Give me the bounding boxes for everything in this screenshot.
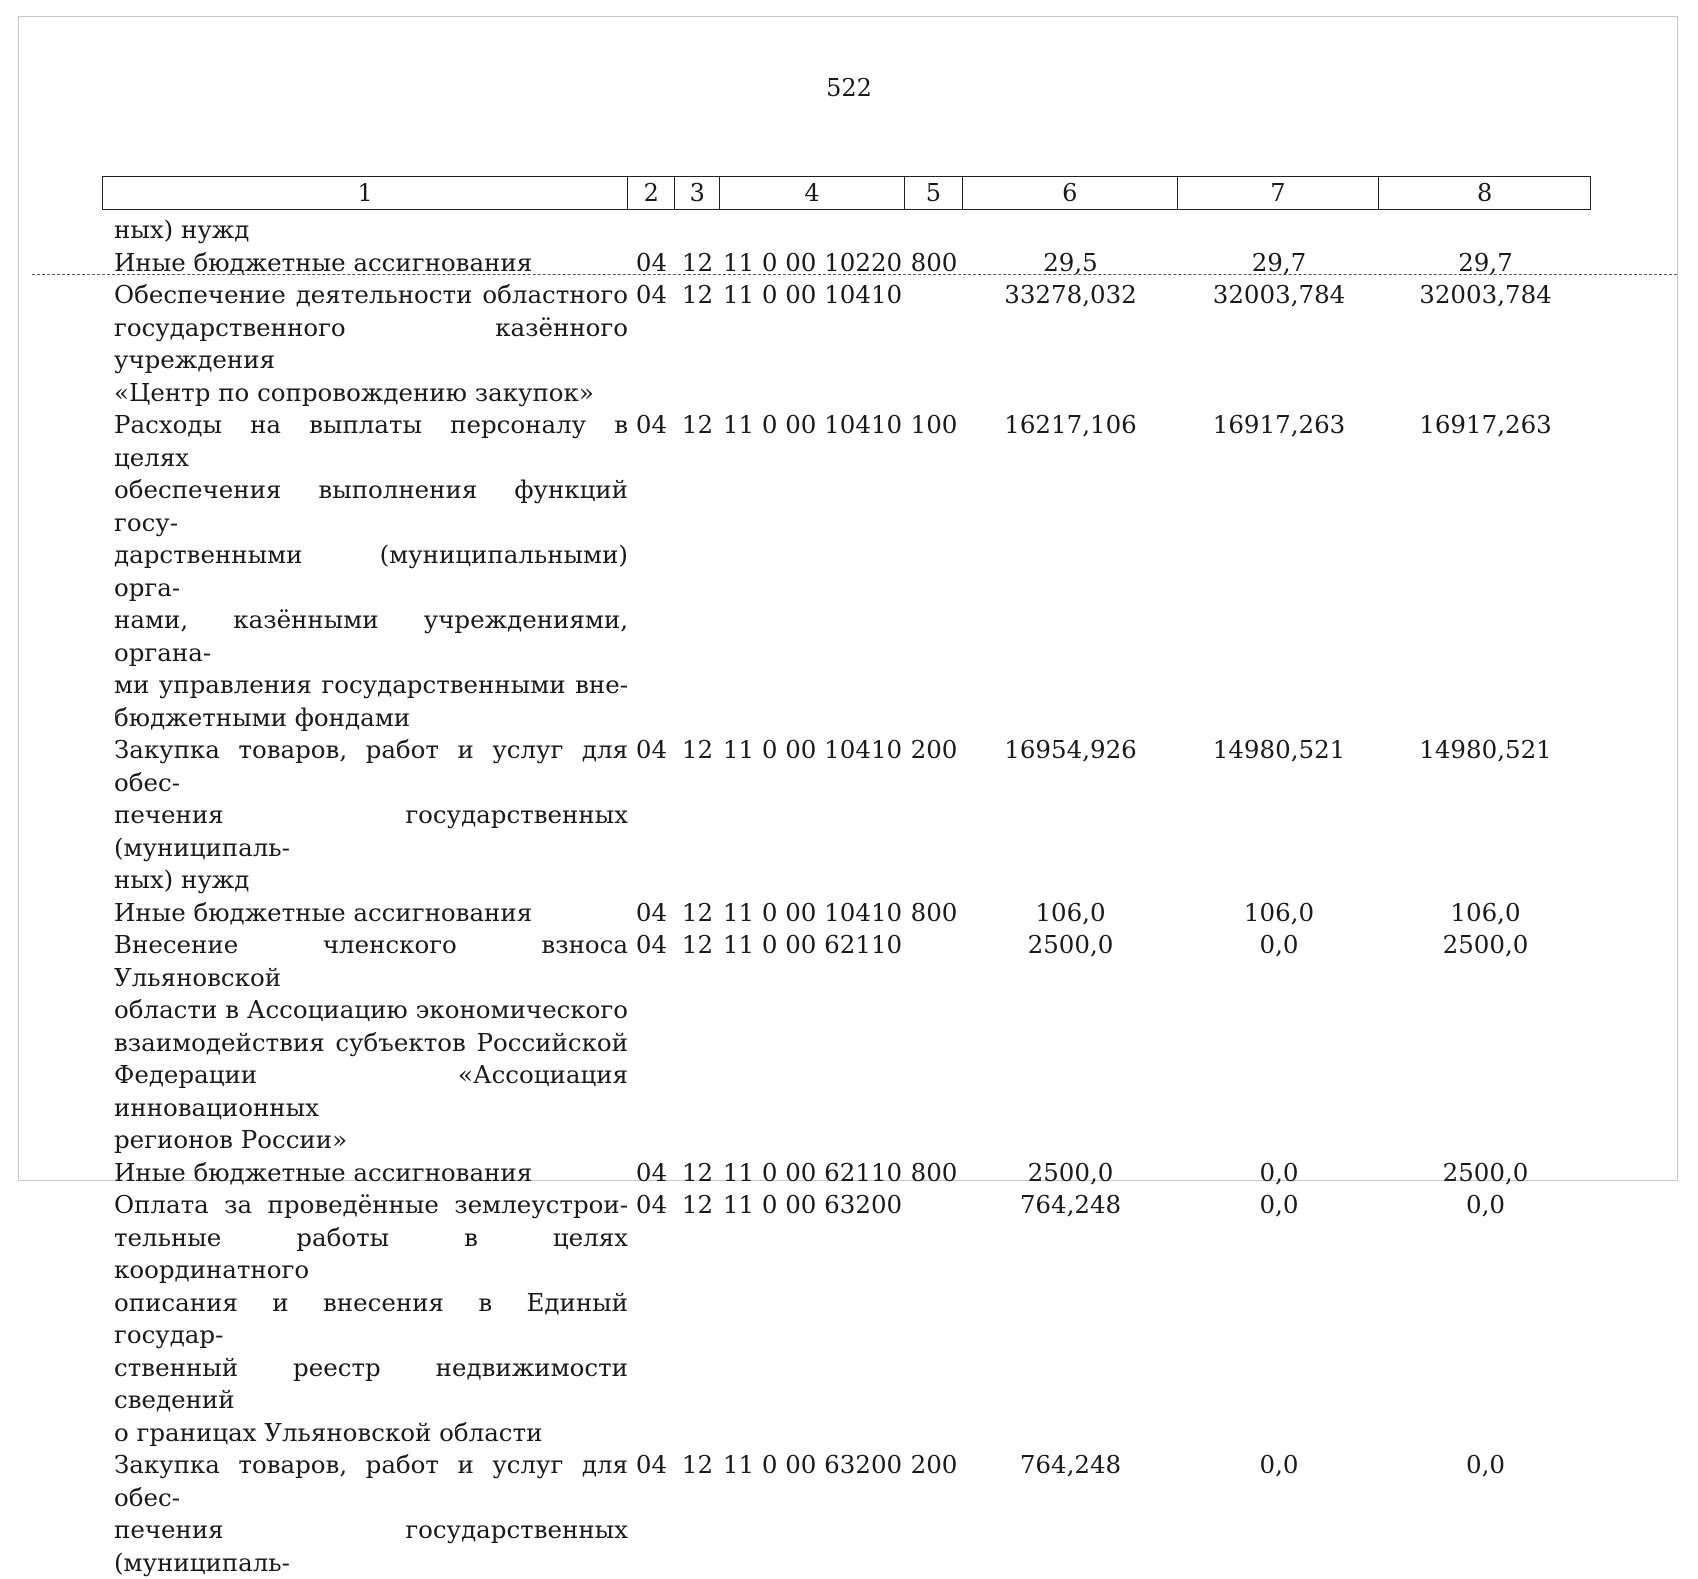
header-col-7: 7 bbox=[1178, 177, 1380, 209]
row-target-article: 11 0 00 10410 bbox=[722, 410, 903, 439]
row-subsection-code: 12 bbox=[681, 280, 714, 309]
description-line: Федерации «Ассоциация инновационных bbox=[114, 1060, 628, 1122]
row-section-code: 04 bbox=[635, 897, 668, 927]
row-target-article: 11 0 00 10410 bbox=[722, 735, 903, 764]
description-line: ных) нужд bbox=[114, 865, 250, 894]
row-amount-year-1: 2500,0 bbox=[1027, 1157, 1114, 1187]
table-row bbox=[102, 897, 1591, 930]
row-section-code: 04 bbox=[635, 735, 668, 764]
description-line: тельные работы в целях координатного bbox=[114, 1222, 628, 1284]
row-subsection-code: 12 bbox=[681, 247, 714, 277]
row-amount-year-1: 16954,926 bbox=[1004, 735, 1137, 764]
row-description bbox=[102, 929, 628, 1157]
row-subsection-code: 12 bbox=[681, 410, 714, 439]
row-target-article: 11 0 00 62110 bbox=[722, 1157, 903, 1187]
row-section-code: 04 bbox=[635, 930, 668, 959]
row-expense-type: 200 bbox=[910, 1450, 958, 1479]
row-amount-year-3: 0,0 bbox=[1466, 1450, 1505, 1479]
table-row bbox=[102, 214, 1591, 247]
table-body bbox=[102, 214, 1591, 1579]
row-subsection-code: 12 bbox=[681, 930, 714, 959]
description-line: Внесение членского взноса Ульяновской bbox=[114, 930, 628, 992]
description-line: печения государственных (муниципаль- bbox=[114, 1515, 628, 1577]
row-description bbox=[102, 214, 628, 247]
row-amount-year-2: 32003,784 bbox=[1212, 280, 1346, 309]
row-amount-year-2: 0,0 bbox=[1259, 1190, 1299, 1219]
description-line: «Центр по сопровождению закупок» bbox=[114, 377, 594, 407]
row-subsection-code bbox=[675, 214, 720, 247]
row-amount-year-2 bbox=[1178, 214, 1380, 247]
row-subsection-code: 12 bbox=[681, 1450, 714, 1479]
row-amount-year-2: 16917,263 bbox=[1212, 410, 1346, 439]
table-row bbox=[102, 1189, 1591, 1449]
row-amount-year-1: 764,248 bbox=[1019, 1190, 1122, 1219]
header-col-5: 5 bbox=[905, 177, 963, 209]
header-col-6: 6 bbox=[963, 177, 1178, 209]
row-expense-type: 800 bbox=[910, 897, 958, 927]
table-row bbox=[102, 929, 1591, 1157]
table-row bbox=[102, 1157, 1591, 1190]
row-amount-year-1: 2500,0 bbox=[1027, 930, 1114, 959]
row-subsection-code: 12 bbox=[681, 1157, 714, 1187]
description-line: области в Ассоциацию экономического bbox=[114, 995, 628, 1024]
table-row bbox=[102, 1449, 1591, 1579]
row-description bbox=[102, 734, 628, 897]
description-line: ственный реестр недвижимости сведений bbox=[114, 1352, 628, 1414]
header-col-2: 2 bbox=[628, 177, 675, 209]
description-line: Оплата за проведённые землеустрои- bbox=[114, 1190, 628, 1219]
row-amount-year-2: 0,0 bbox=[1259, 1157, 1299, 1187]
row-amount-year-3: 0,0 bbox=[1466, 1190, 1505, 1219]
table-row bbox=[102, 409, 1591, 734]
description-line: обеспечения выполнения функций госу- bbox=[114, 475, 628, 537]
row-amount-year-3: 2500,0 bbox=[1442, 1157, 1529, 1187]
row-target-article: 11 0 00 10220 bbox=[722, 247, 903, 277]
description-line: Расходы на выплаты персоналу в целях bbox=[114, 410, 628, 472]
row-expense-type: 200 bbox=[910, 735, 958, 764]
row-target-article bbox=[720, 214, 905, 247]
row-target-article: 11 0 00 10410 bbox=[722, 897, 903, 927]
description-line: бюджетными фондами bbox=[114, 702, 411, 732]
row-amount-year-2: 29,7 bbox=[1251, 247, 1307, 277]
row-amount-year-1: 16217,106 bbox=[1004, 410, 1137, 439]
description-line: Иные бюджетные ассигнования bbox=[114, 897, 533, 927]
row-amount-year-1: 33278,032 bbox=[1004, 280, 1137, 309]
description-line: Иные бюджетные ассигнования bbox=[114, 1157, 533, 1187]
row-description bbox=[102, 1189, 628, 1449]
row-amount-year-2: 14980,521 bbox=[1212, 735, 1346, 764]
row-subsection-code: 12 bbox=[681, 735, 714, 764]
description-line: печения государственных (муниципаль- bbox=[114, 800, 628, 862]
row-amount-year-2: 0,0 bbox=[1259, 930, 1299, 959]
description-line: Обеспечение деятельности областного bbox=[114, 280, 628, 309]
page-number: 522 bbox=[826, 74, 872, 102]
row-expense-type: 800 bbox=[910, 1157, 958, 1187]
header-col-4: 4 bbox=[720, 177, 905, 209]
row-amount-year-2: 106,0 bbox=[1243, 897, 1315, 927]
row-section-code: 04 bbox=[635, 280, 668, 309]
row-expense-type bbox=[905, 214, 963, 247]
row-amount-year-3: 16917,263 bbox=[1419, 410, 1552, 439]
row-section-code: 04 bbox=[635, 247, 668, 277]
description-line: ных) нужд bbox=[114, 215, 250, 244]
row-description bbox=[102, 247, 628, 280]
row-amount-year-3: 2500,0 bbox=[1442, 930, 1529, 959]
row-section-code bbox=[628, 214, 675, 247]
row-expense-type: 100 bbox=[910, 410, 958, 439]
row-amount-year-1 bbox=[963, 214, 1178, 247]
row-section-code: 04 bbox=[635, 1450, 668, 1479]
header-col-3: 3 bbox=[675, 177, 720, 209]
description-line: взаимодействия субъектов Российской bbox=[114, 1027, 628, 1057]
row-amount-year-1: 29,5 bbox=[1043, 247, 1098, 277]
table-row bbox=[102, 279, 1591, 409]
row-description bbox=[102, 279, 628, 409]
row-expense-type: 800 bbox=[910, 247, 958, 277]
row-description bbox=[102, 1449, 628, 1579]
row-expense-type bbox=[905, 929, 963, 1157]
description-line: государственного казённого учреждения bbox=[114, 312, 628, 374]
row-section-code: 04 bbox=[635, 1190, 668, 1219]
description-line: Закупка товаров, работ и услуг для обес- bbox=[114, 735, 628, 797]
description-line: о границах Ульяновской области bbox=[114, 1417, 543, 1447]
row-description bbox=[102, 1157, 628, 1190]
row-amount-year-1: 106,0 bbox=[1035, 897, 1106, 927]
description-line: Иные бюджетные ассигнования bbox=[114, 247, 533, 277]
row-expense-type bbox=[905, 1189, 963, 1449]
row-section-code: 04 bbox=[635, 410, 668, 439]
table-header-row bbox=[102, 176, 1591, 210]
row-subsection-code: 12 bbox=[681, 897, 714, 927]
description-line: нами, казёнными учреждениями, органа- bbox=[114, 605, 628, 667]
row-amount-year-3: 106,0 bbox=[1450, 897, 1521, 927]
row-amount-year-3: 14980,521 bbox=[1419, 735, 1552, 764]
row-section-code: 04 bbox=[635, 1157, 668, 1187]
row-description bbox=[102, 409, 628, 734]
header-col-1: 1 bbox=[103, 177, 628, 209]
row-target-article: 11 0 00 63200 bbox=[722, 1190, 903, 1219]
table-row bbox=[102, 247, 1591, 280]
row-expense-type bbox=[905, 279, 963, 409]
description-line: описания и внесения в Единый государ- bbox=[114, 1287, 628, 1349]
description-line: регионов России» bbox=[114, 1125, 348, 1154]
description-line: ми управления государственными вне- bbox=[114, 670, 628, 699]
row-amount-year-3: 32003,784 bbox=[1419, 280, 1552, 309]
row-amount-year-3 bbox=[1380, 214, 1591, 247]
row-subsection-code: 12 bbox=[681, 1190, 714, 1219]
row-amount-year-1: 764,248 bbox=[1019, 1450, 1122, 1479]
row-target-article: 11 0 00 63200 bbox=[722, 1450, 903, 1479]
table-row bbox=[102, 734, 1591, 897]
header-col-8: 8 bbox=[1477, 179, 1493, 207]
row-amount-year-2: 0,0 bbox=[1259, 1450, 1299, 1479]
description-line: дарственными (муниципальными) орга- bbox=[114, 540, 628, 602]
description-line: Закупка товаров, работ и услуг для обес- bbox=[114, 1450, 628, 1512]
row-description bbox=[102, 897, 628, 930]
row-target-article: 11 0 00 10410 bbox=[722, 280, 903, 309]
row-target-article: 11 0 00 62110 bbox=[722, 930, 903, 959]
row-amount-year-3: 29,7 bbox=[1458, 247, 1513, 277]
